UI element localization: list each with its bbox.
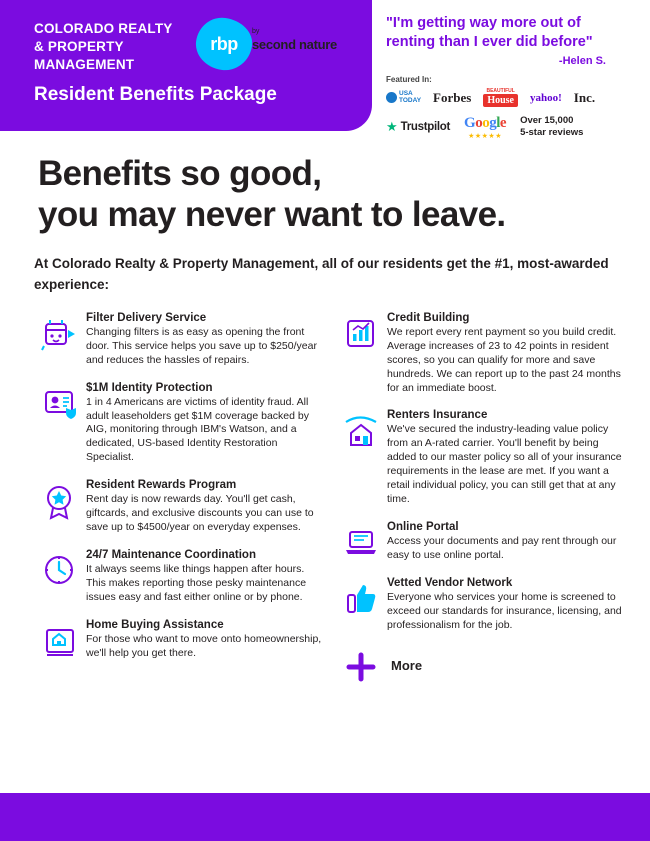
laptop-icon	[335, 521, 387, 563]
house-beautiful-mark: House	[483, 94, 518, 107]
benefit-description: 1 in 4 Americans are victims of identity fraud. All adult leaseholders get $1M coverage backed by AIG, monitoring through IBM's Watson, and a dedicated, US-based Identity Restoration Specialist.	[86, 395, 309, 464]
press-logo-row-1	[386, 89, 632, 107]
benefit-title: Filter Delivery Service	[86, 311, 207, 324]
benefit-title: Home Buying Assistance	[86, 619, 224, 632]
page-headline	[38, 154, 650, 236]
page-header	[0, 0, 650, 140]
benefit-item	[34, 382, 331, 466]
company-name	[34, 20, 214, 75]
trustpilot-star-icon: ★	[386, 119, 398, 135]
benefit-item	[34, 619, 331, 661]
benefit-title: Vetted Vendor Network	[387, 577, 513, 590]
yahoo-logo: yahoo!	[530, 91, 562, 104]
benefit-text	[387, 312, 628, 396]
benefit-description: It always seems like things happen after hours. This makes reporting those pesky maintenance issues easy and fast either online or by phone.	[86, 563, 307, 604]
featured-in-label: Featured In:	[386, 74, 432, 84]
benefit-description: We've secured the industry-leading value policy from an A-rated carrier. You'll benefit by being added to our master policy so all of your insurance requirements in the lease are met. If you want a retail individual policy, you can still get that at any time.	[387, 423, 622, 506]
clock-icon	[34, 549, 86, 605]
benefit-item	[34, 312, 331, 368]
benefits-column-right	[331, 312, 628, 685]
company-name-line2: & PROPERTY	[34, 39, 124, 55]
house-beautiful-logo	[483, 89, 518, 107]
reviews-line2: 5-star reviews	[520, 127, 584, 139]
package-title: Resident Benefits Package	[34, 84, 277, 105]
reviews-count	[520, 115, 583, 139]
renters-insurance-icon	[335, 409, 387, 507]
identity-protection-icon	[34, 382, 86, 466]
benefit-description: We report every rent payment so you build credit. Average increases of 23 to 42 points in resident scores, so you can qualify for more and save hundreds. We can report up to the past 24 months for an immediate boost.	[387, 325, 621, 394]
headline-line-2: you may never want to leave.	[38, 194, 506, 234]
forbes-logo: Forbes	[433, 89, 472, 105]
google-wordmark: Google	[464, 114, 507, 131]
usa-today-logo	[386, 91, 421, 104]
benefit-item	[335, 312, 628, 396]
credit-chart-icon	[335, 312, 387, 396]
benefit-item	[34, 549, 331, 605]
page-subheading: At Colorado Realty & Property Management, all of our residents get the #1, most-awarded experience:	[34, 255, 609, 292]
inc-logo: Inc.	[573, 89, 596, 105]
benefit-description: Rent day is now rewards day. You'll get cash, giftcards, and exclusive discounts you can use to save up to $4500/year on everyday expenses.	[86, 493, 314, 534]
benefit-title: Credit Building	[387, 311, 470, 324]
benefit-title: 24/7 Maintenance Coordination	[86, 549, 256, 562]
google-stars-icon: ★★★★★	[468, 132, 502, 140]
testimonial-author: -Helen S.	[558, 54, 606, 67]
usa-today-dot-icon	[386, 92, 397, 103]
benefit-text	[86, 549, 331, 605]
plus-icon	[335, 647, 387, 685]
benefit-text	[387, 409, 628, 507]
more-benefits-row	[335, 647, 628, 685]
rbp-logo	[196, 18, 252, 70]
benefit-item	[335, 521, 628, 563]
benefit-text	[86, 479, 331, 535]
rbp-logo-text: rbp	[210, 33, 238, 54]
benefit-description: For those who want to move onto homeownership, we'll help you get there.	[86, 633, 322, 660]
filter-delivery-icon	[34, 312, 86, 368]
testimonial-block	[386, 14, 632, 140]
benefit-text	[387, 521, 628, 563]
testimonial-quote: "I'm getting way more out of renting than I ever did before"	[386, 15, 593, 50]
company-name-line1: COLORADO REALTY	[34, 21, 173, 36]
google-logo	[464, 115, 506, 140]
press-logo-row-2	[386, 115, 632, 140]
thumbs-up-icon	[335, 577, 387, 633]
benefit-description: Everyone who services your home is screened to exceed our standards for insurance, licensing, and professionalism for the job.	[387, 591, 622, 632]
second-nature-by-label: by	[252, 28, 260, 35]
more-label: More	[391, 658, 423, 674]
trustpilot-logo	[386, 119, 450, 135]
usa-today-label: USA TODAY	[399, 90, 422, 104]
home-buying-icon	[34, 619, 86, 661]
benefit-item	[335, 577, 628, 633]
benefit-text	[86, 382, 331, 466]
company-name-line3: MANAGEMENT	[34, 57, 135, 73]
rewards-badge-icon	[34, 479, 86, 535]
benefit-text	[387, 577, 628, 633]
benefit-item	[34, 479, 331, 535]
second-nature-brand: second nature	[252, 37, 337, 52]
reviews-line1: Over 15,000	[520, 115, 574, 127]
headline-line-1: Benefits so good,	[38, 154, 322, 193]
house-beautiful-top: BEAUTIFUL	[486, 87, 515, 94]
benefit-description: Changing filters is as easy as opening the front door. This service helps you save up to $250/year and reduces the hassles of repairs.	[86, 325, 317, 366]
benefits-column-left	[34, 312, 331, 685]
benefit-title: Renters Insurance	[387, 409, 488, 422]
benefit-item	[335, 409, 628, 507]
benefits-columns	[34, 312, 628, 685]
benefit-description: Access your documents and pay rent through our easy to use online portal.	[387, 535, 617, 562]
trustpilot-label: Trustpilot	[400, 121, 451, 134]
page-footer	[0, 793, 650, 841]
benefit-text	[86, 619, 331, 661]
benefit-title: Online Portal	[387, 521, 459, 534]
benefit-title: Resident Rewards Program	[86, 479, 237, 492]
benefit-title: $1M Identity Protection	[86, 381, 213, 394]
benefit-text	[86, 312, 331, 368]
